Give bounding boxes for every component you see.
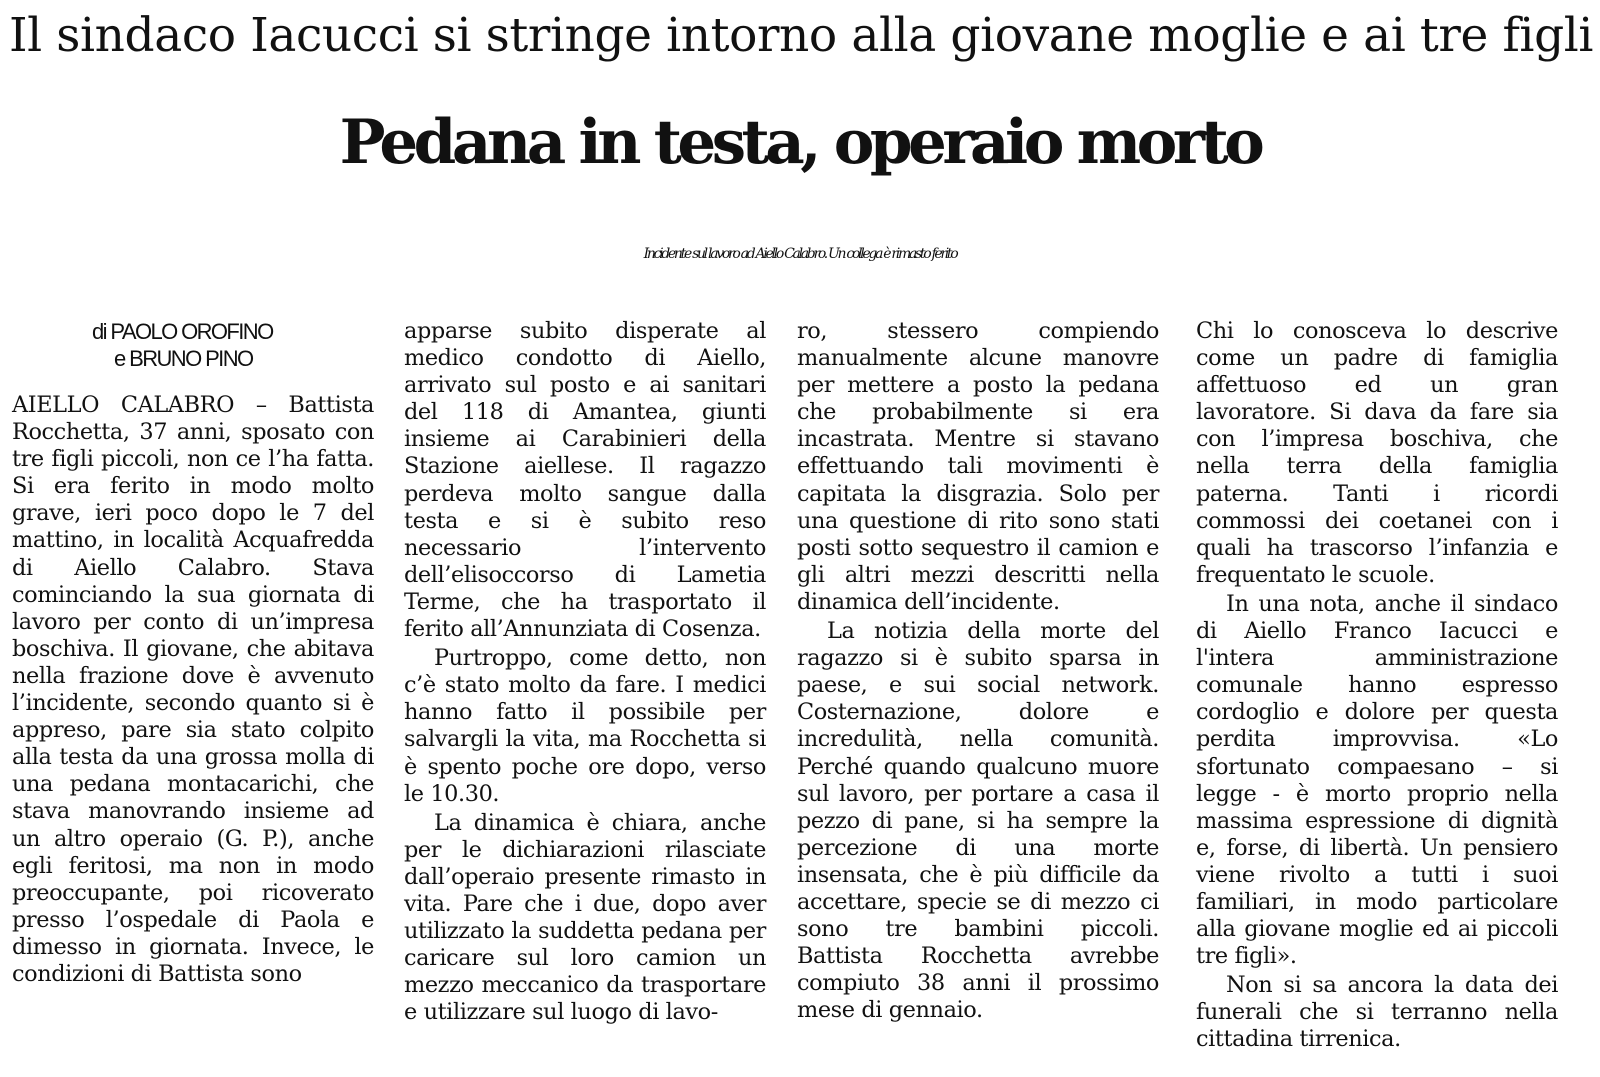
paragraph: Purtroppo, come detto, non c’è stato molto da fare. I medici hanno fatto il possibile per salvargli la vita, ma Rocchetta si è spento poche ore dopo, verso le 10.30. [404, 645, 766, 807]
kicker: Il sindaco Iacucci si stringe intorno alla giovane moglie e ai tre figli [8, 8, 1594, 63]
paragraph: Chi lo conosceva lo descrive come un padre di famiglia affettuoso ed un gran lavoratore. Si dava da fare sia con l’impresa boschiva, che nella terra della famiglia paterna. Tanti i ricordi commossi dei coetanei con i quali ha trascorso l’infanzia e frequentato le scuole. [1196, 318, 1558, 588]
paragraph: AIELLO CALABRO – Battista Rocchetta, 37 anni, sposato con tre figli piccoli, non ce l’ha fatta. Si era ferito in modo molto grave, ieri poco dopo le 7 del mattino, in località Acquafredda di Aiello Calabro. Stava cominciando la sua giornata di lavoro per conto di un’impresa boschiva. Il giovane, che abitava nella frazione dove è avvenuto l’incidente, secondo quanto si è appreso, pare sia stato colpito alla testa da una grossa molla di una pedana montacarichi, che stava manovrando insieme ad un altro operaio (G. P.), anche egli feritosi, ma non in modo preoccupante, poi ricoverato presso l’ospedale di Paola e dimesso in giornata. Invece, le condizioni di Battista sono [12, 392, 374, 987]
column-2 [404, 318, 766, 1026]
byline-author-1: di PAOLO OROFINO [92, 319, 273, 344]
byline-author-2: e BRUNO PINO [114, 346, 253, 371]
headline: Pedana in testa, operaio morto [339, 107, 1261, 178]
paragraph: La notizia della morte del ragazzo si è subito sparsa in paese, e sui social network. Costernazione, dolore e incredulità, nella comunità. Perché quando qualcuno muore sul lavoro, per portare a casa il pezzo di pane, si ha sempre la percezione di una morte insensata, che è più difficile da accettare, specie se di mezzo ci sono tre bambini piccoli. Battista Rocchetta avrebbe compiuto 38 anni il prossimo mese di gennaio. [797, 618, 1159, 1024]
byline [12, 318, 374, 372]
paragraph: ro, stessero compiendo manualmente alcune manovre per mettere a posto la pedana che probabilmente si era incastrata. Mentre si stavano effettuando tali movimenti è capitata la disgrazia. Solo per una questione di rito sono stati posti sotto sequestro il camion e gli altri mezzi descritti nella dinamica dell’incidente. [797, 318, 1159, 615]
column-4 [1196, 318, 1558, 1054]
paragraph: In una nota, anche il sindaco di Aiello Franco Iacucci e l'intera amministrazione comunale hanno espresso cordoglio e dolore per questa perdita improvvisa. «Lo sfortunato compaesano – si legge - è morto proprio nella massima espressione di dignità e, forse, di libertà. Un pensiero viene rivolto a tutti i suoi familiari, in modo particolare alla giovane moglie ed ai piccoli tre figli». [1196, 590, 1558, 970]
paragraph: La dinamica è chiara, anche per le dichiarazioni rilasciate dall’operaio presente rimasto in vita. Pare che i due, dopo aver utilizzato la suddetta pedana per caricare sul loro camion un mezzo meccanico da trasportare e utilizzare sul luogo di lavo- [404, 809, 766, 1026]
subheadline: Incidente sul lavoro ad Aiello Calabro. Un collega è rimasto ferito [643, 246, 957, 262]
paragraph: apparse subito disperate al medico condotto di Aiello, arrivato sul posto e ai sanitari del 118 di Amantea, giunti insieme ai Carabinieri della Stazione aiellese. Il ragazzo perdeva molto sangue dalla testa e si è subito reso necessario l’intervento dell’elisoccorso di Lametia Terme, che ha trasportato il ferito all’Annunziata di Cosenza. [404, 318, 766, 643]
column-1 [12, 318, 374, 988]
column-3 [797, 318, 1159, 1024]
paragraph: Non si sa ancora la data dei funerali che si terranno nella cittadina tirrenica. [1196, 972, 1558, 1053]
